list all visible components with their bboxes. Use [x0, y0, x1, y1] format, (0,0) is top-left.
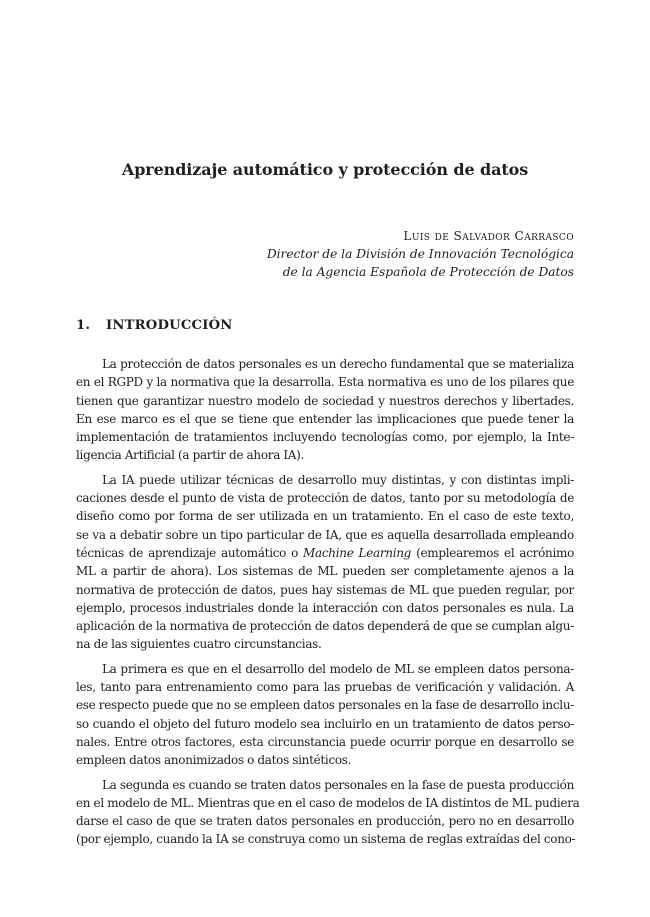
- text-line: en el modelo de ML. Mientras que en el caso de modelos de IA distintos de ML pudiera: [76, 795, 580, 810]
- section-heading: [76, 318, 233, 333]
- text-line: La protección de datos personales es un derecho fundamental que se materializa: [102, 357, 574, 371]
- text-line: ejemplo, procesos industriales donde la interacción con datos personales es nula. La: [76, 600, 574, 615]
- body-text: [76, 355, 580, 855]
- text-line: La IA puede utilizar técnicas de desarrollo muy distintas, y con distintas impli-: [102, 472, 574, 487]
- author-role-line-1: Director de la División de Innovación Tecnológica: [266, 247, 574, 261]
- paragraph: [76, 776, 580, 849]
- author-role-line-2: de la Agencia Española de Protección de Datos: [282, 265, 574, 279]
- text-line: nales. Entre otros factores, esta circunstancia puede ocurrir porque en desarrollo se: [76, 734, 574, 749]
- paragraph: [76, 660, 574, 770]
- text-line: normativa de protección de datos, pues hay sistemas de ML que pueden regular, por: [76, 582, 574, 597]
- text-line: La segunda es cuando se traten datos personales en la fase de puesta producción: [102, 777, 574, 792]
- document-title: Aprendizaje automático y protección de datos: [121, 160, 529, 179]
- paragraph: [76, 355, 574, 465]
- text-line: caciones desde el punto de vista de protección de datos, tanto por su metodología de: [76, 491, 574, 506]
- text-line: tienen que garantizar nuestro modelo de sociedad y nuestros derechos y libertades.: [76, 393, 574, 408]
- text-line: so cuando el objeto del futuro modelo sea incluirlo en un tratamiento de datos perso-: [76, 716, 574, 731]
- text-line: aplicación de la normativa de protección de datos dependerá de que se cumplan algu-: [76, 619, 574, 634]
- text-line: implementación de tratamientos incluyendo tecnologías como, por ejemplo, la Inte-: [76, 430, 574, 445]
- text-line: na de las siguientes cuatro circunstancias.: [76, 637, 322, 652]
- paragraph: [76, 471, 574, 654]
- text-line: ML a partir de ahora). Los sistemas de ML pueden ser completamente ajenos a la: [76, 564, 574, 579]
- text-line: darse el caso de que se traten datos personales en producción, pero no en desarrollo: [76, 814, 574, 829]
- text-line: (por ejemplo, cuando la IA se construya como un sistema de reglas extraídas del cono-: [76, 832, 576, 847]
- text-line: se va a debatir sobre un tipo particular de IA, que es aquella desarrollada empleando: [76, 527, 574, 542]
- section-number: 1.: [76, 318, 91, 333]
- text-line: les, tanto para entrenamiento como para las pruebas de verificación y validación. A: [76, 680, 574, 695]
- text-line: En ese marco es el que se tiene que entender las implicaciones que puede tener la: [76, 411, 574, 426]
- text-line: La primera es que en el desarrollo del modelo de ML se empleen datos persona-: [102, 661, 574, 676]
- text-line: ligencia Artificial (a partir de ahora IA).: [76, 448, 305, 463]
- text-line: técnicas de aprendizaje automático o Machine Learning (emplearemos el acrónimo: [76, 545, 575, 560]
- text-line: diseño como por forma de ser utilizada en un tratamiento. En el caso de este texto,: [76, 509, 574, 524]
- text-line: en el RGPD y la normativa que la desarrolla. Esta normativa es uno de los pilares que: [76, 375, 574, 390]
- section-title: INTRODUCCIÓN: [106, 318, 233, 333]
- text-line: empleen datos anonimizados o datos sintéticos.: [76, 753, 352, 768]
- text-line: ese respecto puede que no se empleen datos personales en la fase de desarrollo inclu-: [76, 698, 574, 713]
- author-name: Luis de Salvador Carrasco: [403, 229, 574, 243]
- author-block: [267, 227, 574, 281]
